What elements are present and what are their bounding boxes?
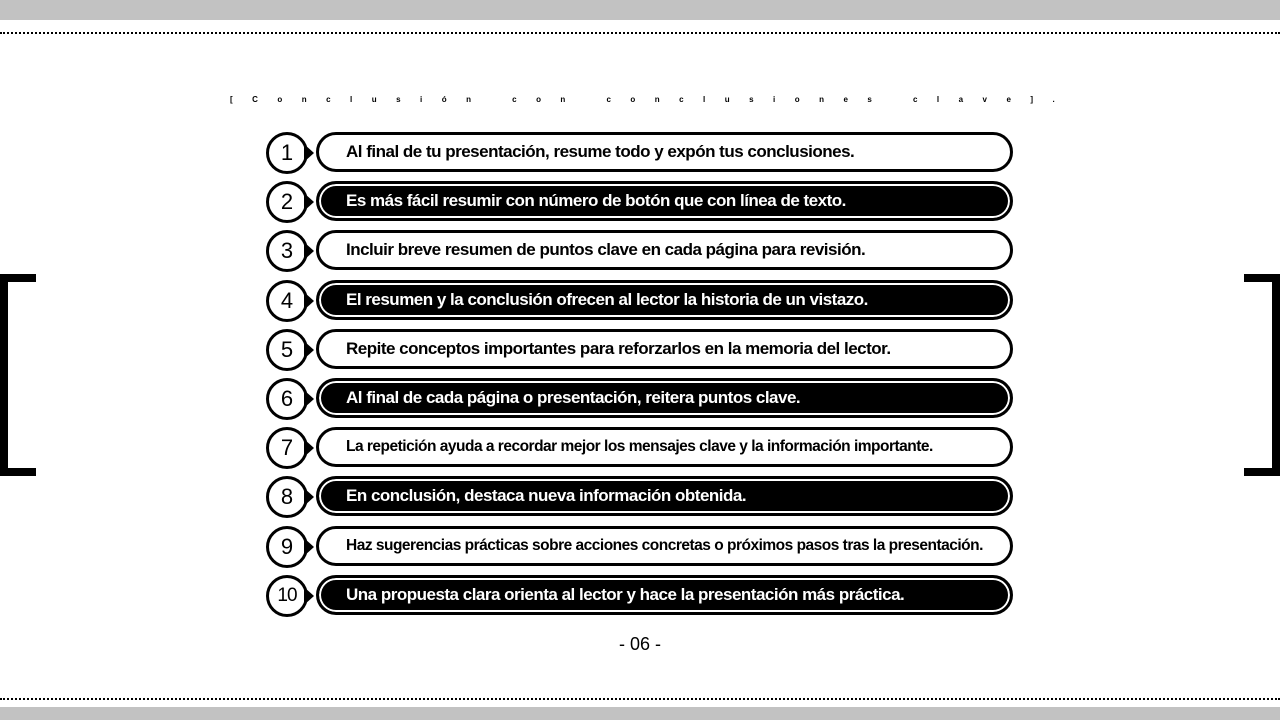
list-item <box>266 181 1016 221</box>
title-char <box>490 95 492 104</box>
title-char: o <box>794 94 800 104</box>
item-text: La repetición ayuda a recordar mejor los mensajes clave y la información importante. <box>316 427 1013 467</box>
title-char: i <box>773 94 776 104</box>
left-bracket-decoration <box>0 274 36 476</box>
bottom-dotted-divider <box>0 698 1280 700</box>
item-text: Incluir breve resumen de puntos clave en cada página para revisión. <box>316 230 1013 270</box>
list-item <box>266 575 1016 615</box>
slide-title <box>230 93 1055 105</box>
title-char: n <box>819 94 824 104</box>
number-badge: 4 <box>266 280 308 322</box>
title-char: o <box>277 94 283 104</box>
title-char: n <box>466 94 471 104</box>
list-item <box>266 230 1016 270</box>
title-char: c <box>679 94 684 104</box>
title-char: s <box>867 94 872 104</box>
number-badge: 3 <box>266 230 308 272</box>
number-badge: 6 <box>266 378 308 420</box>
title-char: ó <box>441 94 447 104</box>
number-badge: 7 <box>266 427 308 469</box>
list-item <box>266 526 1016 566</box>
title-char: e <box>1006 94 1011 104</box>
number-badge: 2 <box>266 181 308 223</box>
title-char: i <box>420 94 423 104</box>
list-item <box>266 280 1016 320</box>
title-char: c <box>913 94 918 104</box>
list-item <box>266 427 1016 467</box>
title-char: o <box>536 94 541 104</box>
title-char: C <box>252 94 258 104</box>
title-char: n <box>301 94 307 104</box>
top-dotted-divider <box>0 32 1280 34</box>
title-char: c <box>512 94 517 104</box>
list-item <box>266 476 1016 516</box>
list-item <box>266 378 1016 418</box>
title-char: s <box>749 94 754 104</box>
title-char: c <box>606 94 611 104</box>
title-char: e <box>843 94 848 104</box>
title-char: . <box>1052 94 1055 104</box>
title-char <box>585 95 587 104</box>
title-char: n <box>560 94 566 104</box>
title-char: a <box>958 94 964 104</box>
number-badge: 9 <box>266 526 308 568</box>
title-char: o <box>630 94 636 104</box>
title-char: u <box>724 94 730 104</box>
item-text: Al final de cada página o presentación, reitera puntos clave. <box>316 378 1013 418</box>
number-badge: 1 <box>266 132 308 174</box>
top-gray-band <box>0 0 1280 20</box>
title-char: n <box>654 94 660 104</box>
item-text: Una propuesta clara orienta al lector y hace la presentación más práctica. <box>316 575 1013 615</box>
title-char: l <box>936 94 940 104</box>
title-char <box>891 95 893 104</box>
item-text: Es más fácil resumir con número de botón que con línea de texto. <box>316 181 1013 221</box>
title-char: c <box>326 94 331 104</box>
item-text: Repite conceptos importantes para reforzarlos en la memoria del lector. <box>316 329 1013 369</box>
number-badge: 10 <box>266 575 308 617</box>
item-text: El resumen y la conclusión ofrecen al lector la historia de un vistazo. <box>316 280 1013 320</box>
title-char: [ <box>230 94 233 104</box>
title-char: l <box>703 94 706 104</box>
title-char: v <box>982 94 987 104</box>
item-text: Al final de tu presentación, resume todo y expón tus conclusiones. <box>316 132 1013 172</box>
item-text: Haz sugerencias prácticas sobre acciones concretas o próximos pasos tras la presentación. <box>316 526 1013 566</box>
item-text: En conclusión, destaca nueva información obtenida. <box>316 476 1013 516</box>
bottom-gray-band <box>0 707 1280 720</box>
title-char: u <box>371 94 377 104</box>
title-char: s <box>396 94 401 104</box>
number-badge: 8 <box>266 476 308 518</box>
title-char: l <box>350 94 353 104</box>
right-bracket-decoration <box>1244 274 1280 476</box>
number-badge: 5 <box>266 329 308 371</box>
list-item <box>266 329 1016 369</box>
conclusions-list <box>266 132 1016 624</box>
page-number: - 06 - <box>618 634 661 654</box>
list-item <box>266 132 1016 172</box>
title-char: ] <box>1030 94 1034 104</box>
